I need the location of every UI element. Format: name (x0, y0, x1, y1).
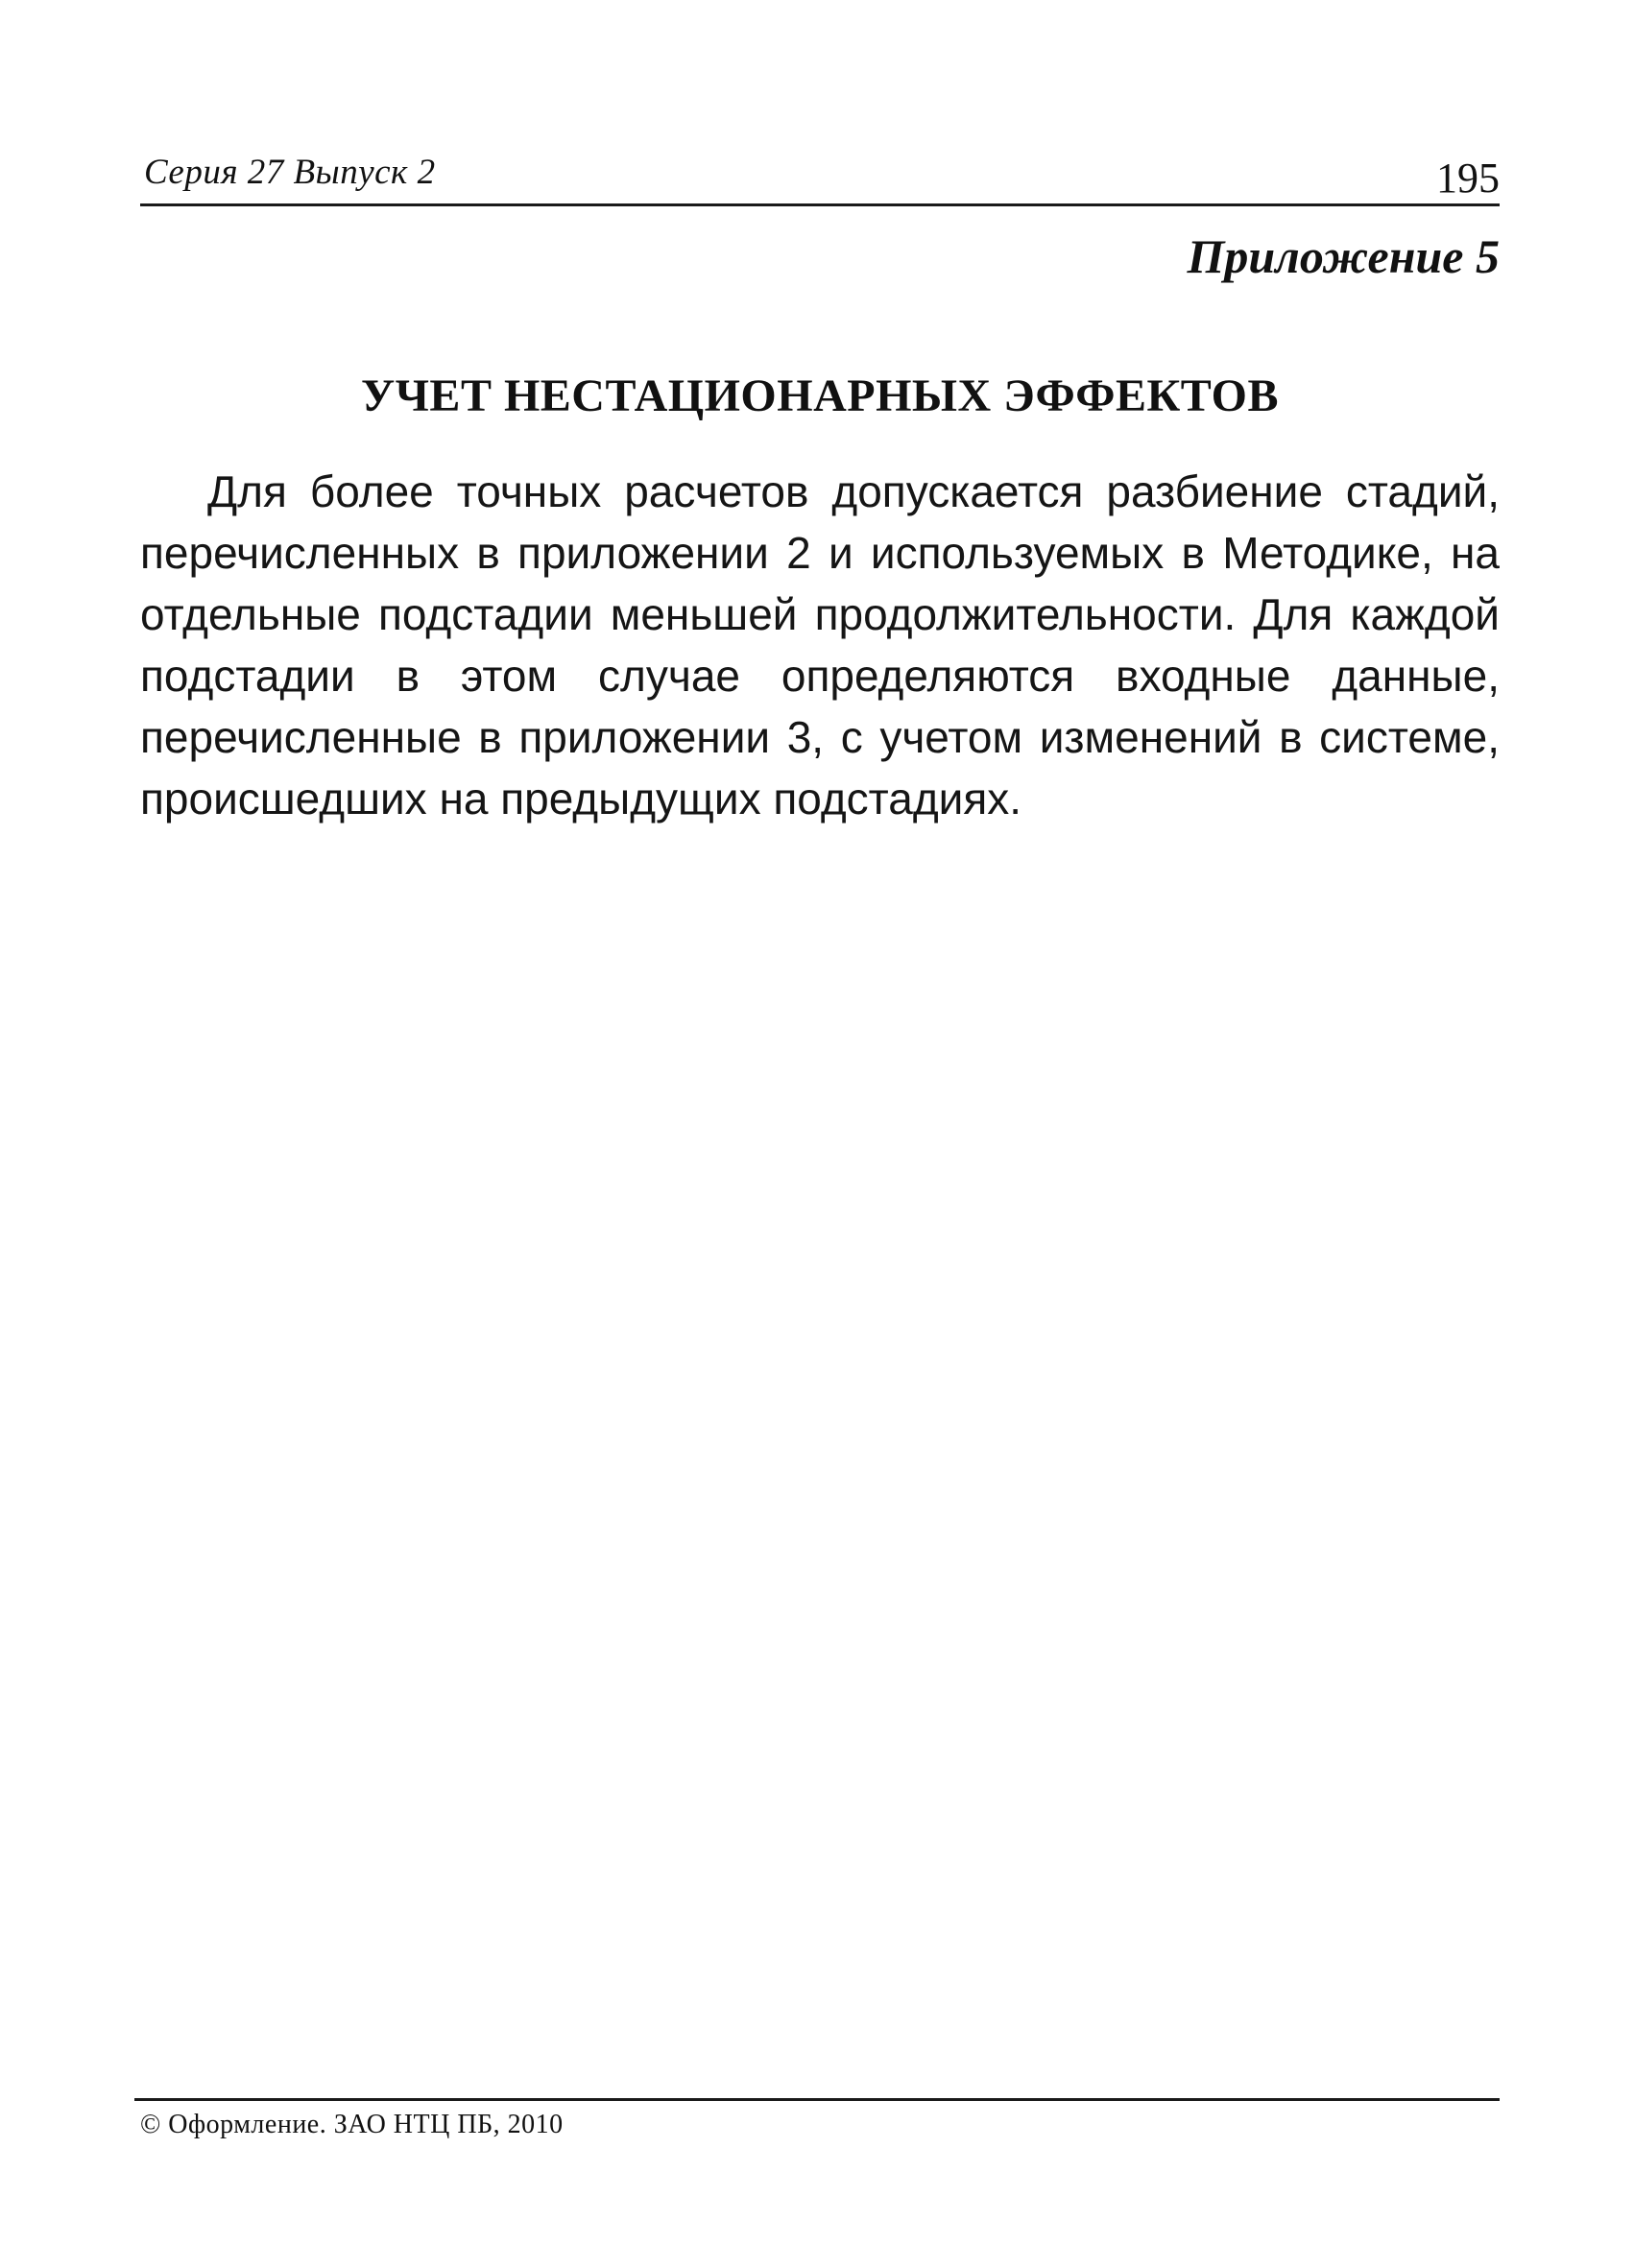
footer-copyright: © Оформление. ЗАО НТЦ ПБ, 2010 (140, 2110, 564, 2139)
series-label: Серия 27 Выпуск 2 (144, 153, 436, 192)
footer-divider (134, 2098, 1500, 2101)
page-number: 195 (1436, 155, 1500, 202)
section-title: УЧЕТ НЕСТАЦИОНАРНЫХ ЭФФЕКТОВ (360, 370, 1280, 421)
appendix-label: Приложение 5 (1187, 229, 1500, 283)
running-header (140, 144, 1500, 206)
body-paragraph: Для более точных расчетов допускается разбиение стадий, перечисленных в приложении 2 и используемых в Методике, на отдельные подстадии меньшей продолжительности. Для каждой подстадии в этом случае определяются входные данные, перечисленные в приложении 3, с учетом изменений в системе, происшедших на предыдущих подстадиях. (140, 466, 1500, 824)
